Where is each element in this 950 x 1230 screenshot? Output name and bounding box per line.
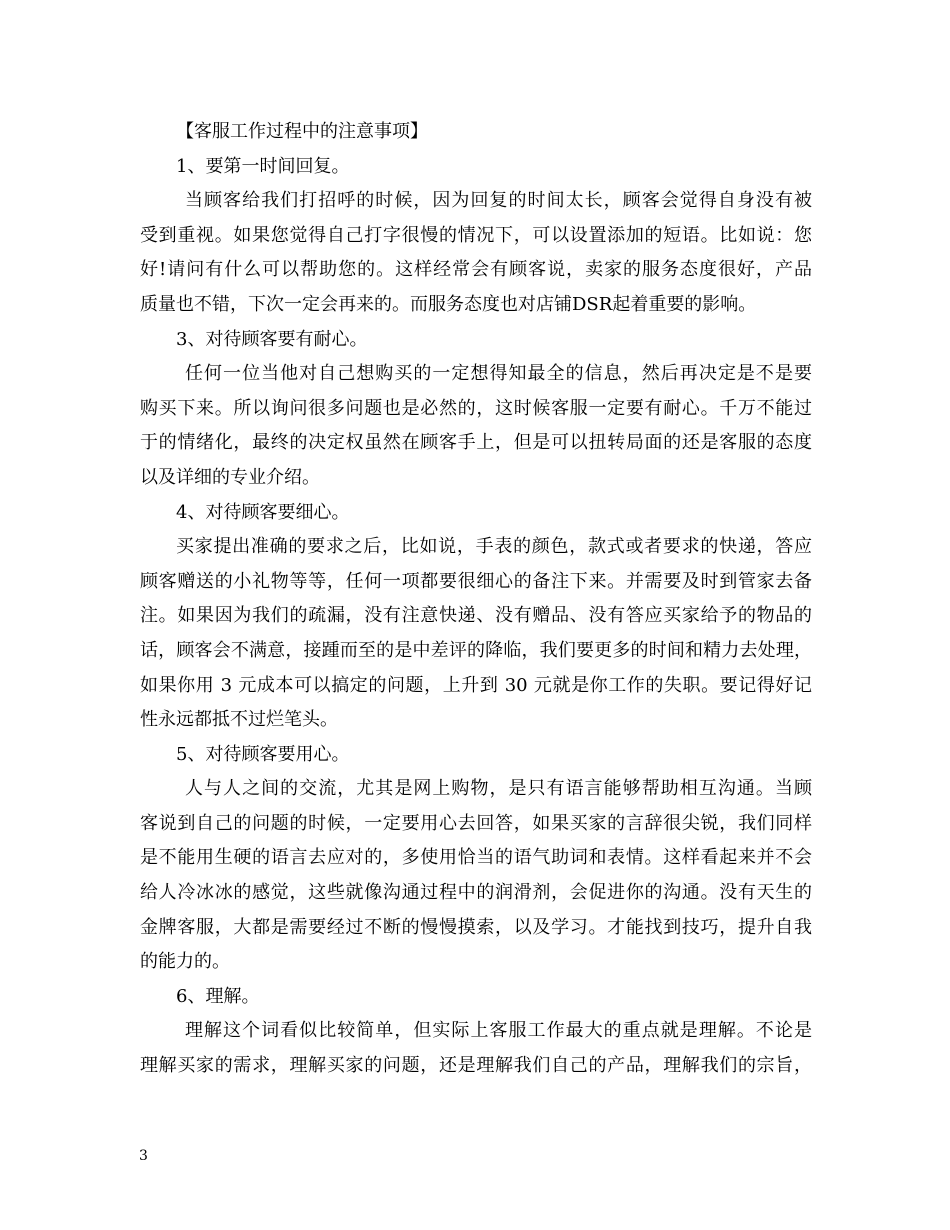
section-heading: 1、要第一时间回复。: [176, 155, 350, 177]
section-heading: 【客服工作过程中的注意事项】: [176, 121, 428, 142]
document-body: [140, 115, 812, 1084]
paragraph-first-line: 理解这个词看似比较简单，但实际上客服工作最大的重点就是理解。不论是: [185, 1020, 812, 1042]
paragraph-first-line: 买家提出准确的要求之后，比如说，手表的颜色，款式或者要求的快递，答应: [176, 536, 812, 558]
body-text-line: 顾客赠送的小礼物等等，任何一项都要很细心的备注下来。并需要及时到管家去备: [140, 570, 812, 592]
body-text-line: 好!请问有什么可以帮助您的。这样经常会有顾客说，卖家的服务态度很好，产品: [140, 259, 812, 281]
section-heading: 5、对待顾客要用心。: [176, 743, 350, 765]
body-text-line: 是不能用生硬的语言去应对的，多使用恰当的语气助词和表情。这样看起来并不会: [140, 847, 812, 869]
body-text-line: 客说到自己的问题的时候，一定要用心去回答，如果买家的言辞很尖锐，我们同样: [140, 812, 812, 834]
body-text-line: 金牌客服，大都是需要经过不断的慢慢摸索，以及学习。才能找到技巧，提升自我: [140, 916, 812, 938]
paragraph-last-line: 的能力的。: [140, 951, 230, 973]
section-heading: 6、理解。: [176, 985, 260, 1007]
paragraph-last-line: 以及详细的专业介绍。: [140, 466, 320, 488]
paragraph-first-line: 当顾客给我们打招呼的时候，因为回复的时间太长，顾客会觉得自身没有被: [185, 190, 812, 212]
section-heading: 4、对待顾客要细心。: [176, 501, 350, 523]
paragraph-last-line: 性永远都抵不过烂笔头。: [140, 709, 338, 731]
body-text-line: 话，顾客会不满意，接踵而至的是中差评的降临，我们要更多的时间和精力去处理，: [140, 639, 812, 661]
body-text-line: 于的情绪化，最终的决定权虽然在顾客手上，但是可以扭转局面的还是客服的态度: [140, 432, 812, 454]
paragraph-first-line: 人与人之间的交流，尤其是网上购物，是只有语言能够帮助相互沟通。当顾: [185, 778, 812, 800]
paragraph-first-line: 任何一位当他对自己想购买的一定想得知最全的信息，然后再决定是不是要: [185, 363, 812, 385]
body-text-line: 购买下来。所以询问很多问题也是必然的，这时候客服一定要有耐心。千万不能过: [140, 397, 812, 419]
page-number: 3: [139, 1148, 148, 1164]
paragraph-last-line: 质量也不错，下次一定会再来的。而服务态度也对店铺DSR起着重要的影响。: [140, 293, 757, 315]
body-text-line: 受到重视。如果您觉得自己打字很慢的情况下，可以设置添加的短语。比如说：您: [140, 224, 812, 246]
body-text-line: 给人冷冰冰的感觉，这些就像沟通过程中的润滑剂，会促进你的沟通。没有天生的: [140, 882, 812, 904]
body-text-line: 如果你用 3 元成本可以搞定的问题，上升到 30 元就是你工作的失职。要记得好记: [140, 674, 812, 696]
section-heading: 3、对待顾客要有耐心。: [176, 328, 368, 350]
body-text-line: 注。如果因为我们的疏漏，没有注意快递、没有赠品、没有答应买家给予的物品的: [140, 605, 812, 627]
body-text-line: 理解买家的需求，理解买家的问题，还是理解我们自己的产品，理解我们的宗旨，: [140, 1055, 812, 1077]
